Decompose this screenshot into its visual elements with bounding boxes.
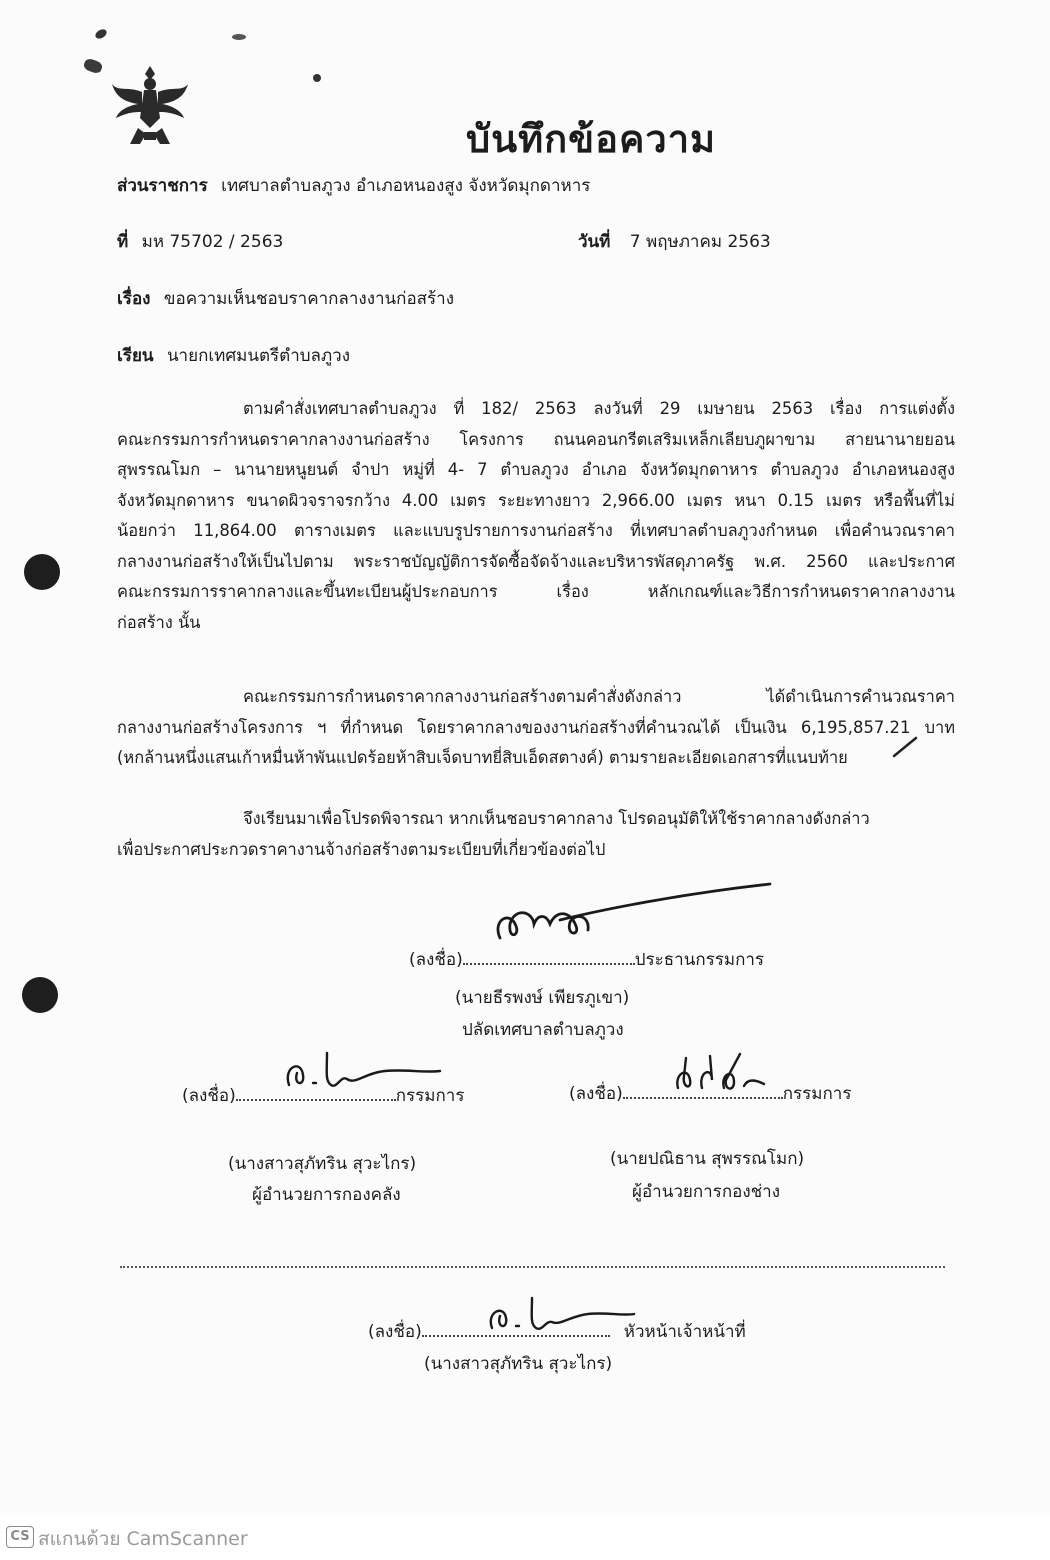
section-divider: [120, 1266, 945, 1268]
to-label: เรียน: [117, 346, 154, 366]
paragraph-line: สุพรรณโมก – นานายหนูยนต์ จำปา หมู่ที่ 4- 7 ตำบลภูวง อำเภอ จังหวัดมุกดาหาร ตำบลภูวง อำเภอหนองสูง: [117, 460, 955, 479]
smudge: [94, 28, 108, 41]
signature-dotted-line: [463, 963, 635, 965]
agency-label: ส่วนราชการ: [117, 176, 208, 196]
paragraph-line: น้อยกว่า 11,864.00 ตารางเมตร และแบบรูปรายการงานก่อสร้าง ที่เทศบาลตำบลภูวงกำหนด เพื่อคำนวณราคา: [117, 521, 955, 540]
smudge: [313, 74, 321, 82]
member1-sign-row: [182, 1082, 464, 1109]
smudge: [232, 34, 246, 40]
agency-row: [117, 172, 590, 199]
member1-position: ผู้อำนวยการกองคลัง: [252, 1185, 401, 1205]
member2-name: (นายปณิธาน สุพรรณโมก): [610, 1149, 805, 1169]
date-row: [578, 228, 771, 255]
body-paragraph-2: [117, 682, 955, 774]
chair-sign-row: [409, 946, 764, 973]
memo-title: บันทึกข้อความ: [466, 117, 717, 161]
chair-signature: [480, 880, 780, 950]
paragraph-line: เพื่อประกาศประกวดราคางานจ้างก่อสร้างตามระเบียบที่เกี่ยวข้องต่อไป: [117, 839, 606, 859]
paragraph-line: กลางงานก่อสร้างโครงการ ฯ ที่กำหนด โดยราคากลางของงานก่อสร้างที่คำนวณได้ เป็นเงิน 6,195,857.21 บาท: [117, 717, 955, 737]
paragraph-line: จังหวัดมุกดาหาร ขนาดผิวจราจรกว้าง 4.00 เมตร ระยะทางยาว 2,966.00 เมตร หนา 0.15 เมตร หรือพื้นที่ไม่: [117, 490, 955, 510]
camscanner-label: สแกนด้วย CamScanner: [38, 1528, 248, 1550]
member1-name: (นางสาวสุภัทริน สุวะไกร): [228, 1154, 417, 1174]
member1-role: กรรมการ: [395, 1086, 465, 1106]
paragraph-line: (หกล้านหนึ่งแสนเก้าหมื่นห้าพันแปดร้อยห้าสิบเจ็ดบาทยี่สิบเอ็ดสตางค์) ตามรายละเอียดเอกสารที่แนบท้าย: [117, 748, 848, 767]
punch-hole: [22, 977, 58, 1013]
ref-value: มห 75702 / 2563: [141, 232, 284, 252]
signature-dotted-line: [623, 1097, 783, 1099]
subject-value: ขอความเห็นชอบราคากลางงานก่อสร้าง: [163, 289, 455, 309]
body-paragraph-1: [117, 394, 955, 638]
chair-position: ปลัดเทศบาลตำบลภูวง: [462, 1020, 624, 1040]
to-value: นายกเทศมนตรีตำบลภูวง: [166, 346, 351, 366]
handwritten-mark: [890, 736, 920, 758]
date-label: วันที่: [578, 232, 611, 252]
camscanner-logo-icon: CS: [6, 1526, 34, 1548]
paragraph-line: คณะกรรมการกำหนดราคากลางงานก่อสร้าง โครงการ ถนนคอนกรีตเสริมเหล็กเลียบภูผาขาม สายนานายยอน: [117, 429, 955, 449]
head-name: (นางสาวสุภัทริน สุวะไกร): [424, 1354, 613, 1374]
ref-label: ที่: [117, 232, 129, 252]
punch-hole: [24, 554, 60, 590]
chair-role: ประธานกรรมการ: [634, 950, 765, 970]
member2-role: กรรมการ: [782, 1084, 852, 1104]
signature-dotted-line: [236, 1099, 396, 1101]
date-value: 7 พฤษภาคม 2563: [629, 232, 771, 252]
sign-prefix: (ลงชื่อ): [182, 1086, 236, 1106]
signature-dotted-line: [422, 1335, 610, 1337]
sign-prefix: (ลงชื่อ): [569, 1084, 623, 1104]
member2-sign-row: [569, 1080, 851, 1107]
paragraph-line: กลางงานก่อสร้างให้เป็นไปตาม พระราชบัญญัติการจัดซื้อจัดจ้างและบริหารพัสดุภาครัฐ พ.ศ. 2560 และประกาศ: [117, 551, 955, 571]
member2-position: ผู้อำนวยการกองช่าง: [632, 1182, 781, 1202]
ref-row: [117, 228, 283, 255]
paragraph-line: ก่อสร้าง นั้น: [117, 612, 201, 632]
chair-name: (นายธีรพงษ์ เพียรภูเขา): [455, 988, 630, 1008]
paragraph-line: ตามคำสั่งเทศบาลตำบลภูวง ที่ 182/ 2563 ลงวันที่ 29 เมษายน 2563 เรื่อง การแต่งตั้ง: [243, 399, 955, 418]
subject-row: [117, 285, 454, 312]
garuda-emblem-icon: [108, 62, 192, 148]
smudge: [82, 57, 103, 74]
sign-prefix: (ลงชื่อ): [368, 1322, 422, 1342]
paragraph-line: คณะกรรมการกำหนดราคากลางงานก่อสร้างตามคำสั่งดังกล่าว ได้ดำเนินการคำนวณราคา: [243, 687, 955, 706]
paragraph-line: คณะกรรมการราคากลางและขึ้นทะเบียนผู้ประกอบการ เรื่อง หลักเกณฑ์และวิธีการกำหนดราคากลางงาน: [117, 582, 955, 601]
body-paragraph-3: [117, 804, 955, 865]
subject-label: เรื่อง: [117, 289, 151, 309]
head-role: หัวหน้าเจ้าหน้าที่: [623, 1322, 746, 1342]
to-row: [117, 342, 350, 369]
head-sign-row: [368, 1318, 746, 1345]
paragraph-line: จึงเรียนมาเพื่อโปรดพิจารณา หากเห็นชอบราคากลาง โปรดอนุมัติให้ใช้ราคากลางดังกล่าว: [243, 809, 870, 828]
sign-prefix: (ลงชื่อ): [409, 950, 463, 970]
agency-value: เทศบาลตำบลภูวง อำเภอหนองสูง จังหวัดมุกดาหาร: [221, 176, 591, 196]
